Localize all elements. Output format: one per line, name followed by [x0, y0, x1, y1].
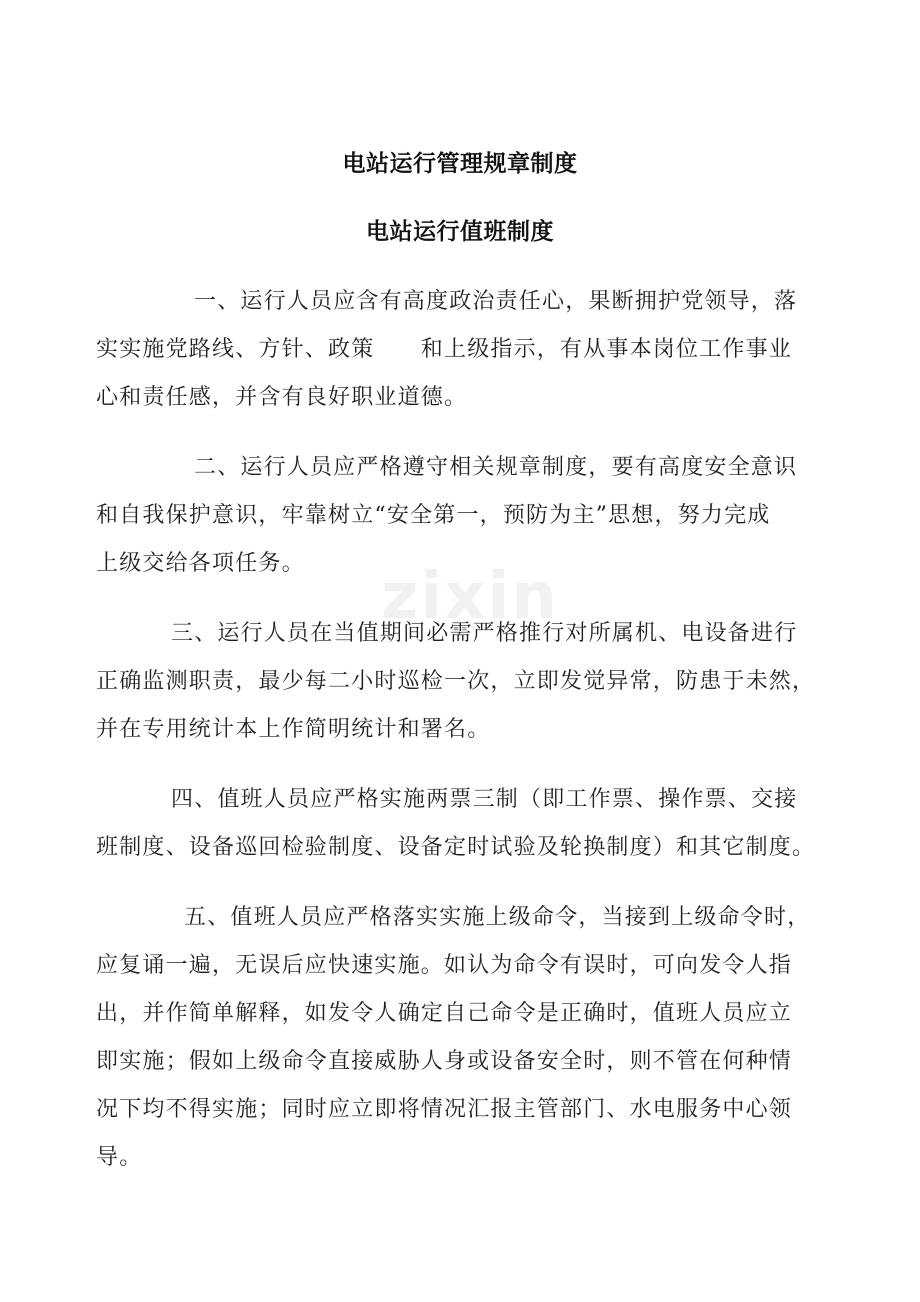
- paragraph-line: 即实施；假如上级命令直接威胁人身或设备安全时，则不管在何种情: [96, 1049, 793, 1074]
- paragraph-line: 况下均不得实施；同时应立即将情况汇报主管部门、水电服务中心领: [96, 1097, 793, 1122]
- paragraph-4: [96, 776, 838, 872]
- document-subtitle: 电站运行值班制度: [366, 219, 554, 245]
- paragraph-line: 五、值班人员应严格落实实施上级命令，当接到上级命令时，: [184, 905, 811, 930]
- paragraph-line: 出，并作简单解释，如发令人确定自己命令是正确时，值班人员应立: [96, 1001, 793, 1026]
- paragraph-line: 应复诵一遍，无误后应快速实施。如认为命令有误时，可向发令人指: [96, 953, 793, 978]
- paragraph-2: [96, 444, 838, 588]
- paragraph-line: 上级交给各项任务。: [96, 551, 305, 576]
- paragraph-line: 并在专用统计本上作简明统计和署名。: [96, 717, 491, 742]
- paragraph-line: 和自我保护意识，牢靠树立“安全第一，预防为主”思想，努力完成: [96, 503, 771, 528]
- paragraph-line: 四、值班人员应严格实施两票三制（即工作票、操作票、交接: [171, 787, 798, 812]
- paragraph-line: 导。: [96, 1145, 143, 1170]
- paragraph-line: 心和责任感，并含有良好职业道德。: [96, 385, 468, 410]
- paragraph-line: 三、运行人员在当值期间必需严格推行对所属机、电设备进行: [171, 621, 798, 646]
- document-title: 电站运行管理规章制度: [342, 151, 578, 177]
- paragraph-line: 实实施党路线、方针、政策 和上级指示，有从事本岗位工作事业: [96, 337, 793, 362]
- paragraph-line: 班制度、设备巡回检验制度、设备定时试验及轮换制度）和其它制度。: [96, 835, 816, 860]
- paragraph-1: [96, 278, 838, 422]
- paragraph-3: [96, 610, 838, 754]
- paragraph-line: 二、运行人员应严格遵守相关规章制度，要有高度安全意识: [194, 455, 798, 480]
- paragraph-5: [96, 894, 838, 1182]
- paragraph-line: 正确监测职责，最少每二小时巡检一次，立即发觉异常，防患于未然，: [96, 669, 816, 694]
- watermark: zixin: [381, 560, 559, 634]
- paragraph-line: 一、运行人员应含有高度政治责任心，果断拥护党领导，落: [194, 289, 798, 314]
